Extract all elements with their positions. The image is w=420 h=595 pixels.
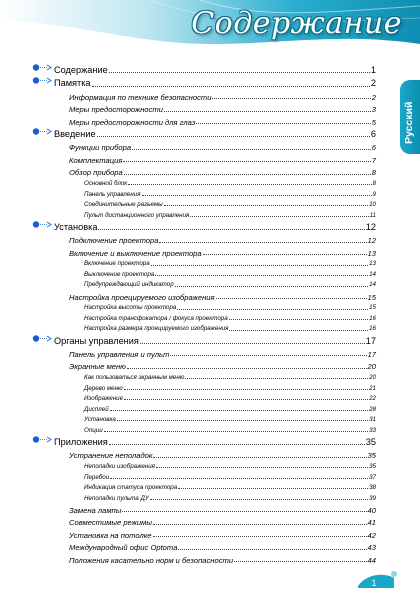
toc-entry-page-number: 14 [369,281,376,289]
toc-entry-title: Дисплей [84,405,109,413]
dot-leader [122,511,366,512]
toc-entry-level-3[interactable] [84,187,376,198]
toc-entry-level-2[interactable] [69,502,376,515]
toc-entry-page-number: 10 [369,201,376,209]
language-tab [400,80,420,154]
toc-entry-page-number: 17 [367,349,376,359]
dot-leader [156,467,368,468]
bullet-arrow-icon [32,76,52,85]
toc-entry-level-2[interactable] [69,139,376,152]
toc-entry-page-number: 31 [369,416,376,424]
dot-leader [128,184,371,185]
dot-leader [159,242,366,243]
toc-entry-page-number: 38 [369,484,376,492]
toc-entry-level-1[interactable] [54,333,376,346]
toc-entry-level-2[interactable] [69,539,376,552]
toc-entry-title: Положения касательно норм и безопасности [69,555,234,565]
toc-entry-level-2[interactable] [69,527,376,540]
dot-leader [124,174,371,175]
toc-entry-page-number: 15 [369,304,376,312]
toc-entry-page-number: 13 [369,260,376,268]
dot-leader [97,136,370,137]
toc-entry-title: Подключение проектора [69,236,159,246]
dot-leader [178,488,368,489]
toc-entry-page-number: 2 [371,92,376,102]
dot-leader [190,216,368,217]
dot-leader [153,457,366,458]
toc-entry-level-2[interactable] [69,346,376,359]
page-number: 1 [371,578,377,588]
toc-entry-level-3[interactable] [84,278,376,289]
dot-leader [109,444,365,445]
toc-entry-title: Неполадки пульта ДУ [84,494,149,502]
dot-leader [185,378,368,379]
toc-entry-page-number: 17 [365,335,376,346]
toc-entry-title: Как пользоваться экранным меню [84,374,185,382]
dot-leader [234,561,367,562]
toc-entry-level-3[interactable] [84,470,376,481]
toc-entry-page-number: 1 [370,65,376,76]
bullet-arrow-icon [32,63,52,72]
toc-entry-title: Основной блок [84,180,128,188]
toc-entry-page-number: 15 [367,292,376,302]
dot-leader [127,368,367,369]
toc-entry-title: Дерево меню [84,384,123,392]
bullet-arrow-icon [32,127,52,136]
toc-entry-level-3[interactable] [84,268,376,279]
toc-entry-title: Экранные меню [69,362,126,372]
bullet-arrow-icon [32,334,52,343]
toc-entry-page-number: 39 [369,494,376,502]
toc-entry-title: Настройка высоты проектора [84,304,177,312]
toc-entry-level-3[interactable] [84,322,376,333]
toc-entry-page-number: 35 [369,463,376,471]
toc-entry-title: Панель управления [84,190,141,198]
dot-leader [140,343,365,344]
toc-entry-level-3[interactable] [84,301,376,312]
toc-entry-level-3[interactable] [84,381,376,392]
toc-entry-title: Замена лампы [69,505,122,515]
bullet-arrow-icon [32,435,52,444]
page-title: Содержание [191,6,402,41]
toc-entry-page-number: 9 [372,190,376,198]
toc-entry-title: Обзор прибора [69,168,123,178]
toc-entry-level-2[interactable] [69,89,376,102]
toc-entry-title: Комплектация [69,155,123,165]
toc-entry-title: Настройка трансфокатора / фокуса проектора [84,314,228,322]
toc-entry-title: Соединительные разъемы [84,201,163,209]
toc-entry-level-2[interactable] [69,358,376,371]
toc-entry-title: Изображение [84,395,124,403]
dot-leader [164,111,371,112]
toc-entry-page-number: 41 [367,518,376,528]
toc-entry-page-number: 20 [369,374,376,382]
toc-entry-page-number: 14 [369,270,376,278]
toc-entry-page-number: 44 [367,555,376,565]
toc-entry-page-number: 37 [369,473,376,481]
dot-leader [123,161,370,162]
toc-entry-title: Меры предосторожности для глаз [69,117,196,127]
toc-entry-level-3[interactable] [84,312,376,323]
toc-entry-level-3[interactable] [84,198,376,209]
dot-leader [117,420,368,421]
toc-entry-title: Установка на потолке [69,530,152,540]
toc-entry-page-number: 42 [367,530,376,540]
dot-leader [110,410,368,411]
toc-entry-level-1[interactable] [54,219,376,232]
toc-entry-level-3[interactable] [84,177,376,188]
toc-entry-title: Меры предосторожности [69,105,163,114]
dot-leader [170,355,366,356]
toc-entry-title: Настройка размера проецируемого изображения [84,325,229,333]
page-number-badge [356,566,400,590]
dot-leader [164,205,368,206]
dot-leader [155,275,368,276]
toc-entry-level-2[interactable] [69,552,376,565]
toc-entry-title: Панель управления и пульт [69,349,170,359]
dot-leader [153,536,367,537]
toc-entry-page-number: 28 [369,405,376,413]
toc-entry-level-1[interactable] [54,126,376,139]
dot-leader [104,431,368,432]
dot-leader [109,72,370,73]
toc-entry-level-2[interactable] [69,447,376,460]
dot-leader [216,298,367,299]
toc-entry-page-number: 12 [365,221,376,232]
toc-entry-title: Пульт дистанционного управления [84,211,190,219]
toc-entry-title: Органы управления [54,335,139,346]
toc-entry-level-2[interactable] [69,114,376,127]
toc-entry-page-number: 21 [369,384,376,392]
toc-entry-title: Информация по технике безопасности [69,92,212,102]
toc-entry-title: Индикация статуса проектора [84,484,178,492]
dot-leader [110,478,368,479]
dot-leader [142,195,372,196]
dot-leader [132,149,371,150]
dot-leader [124,399,368,400]
toc-entry-level-3[interactable] [84,423,376,434]
toc-entry-title: Неполадки изображения [84,463,155,471]
toc-entry-page-number: 2 [370,78,376,89]
toc-entry-page-number: 35 [367,451,376,461]
toc-entry-level-3[interactable] [84,257,376,268]
toc-entry-level-1[interactable] [54,434,376,447]
dot-leader [229,319,368,320]
toc-entry-title: Установка [54,221,98,232]
toc-entry-page-number: 13 [367,248,376,258]
toc-entry-level-1[interactable] [54,75,376,88]
toc-entry-title: Настройка проецируемого изображения [69,292,215,302]
dot-leader [175,286,368,287]
toc-entry-level-2[interactable] [69,101,376,114]
toc-entry-page-number: 11 [369,211,376,219]
toc-entry-title: Установка [84,416,116,424]
toc-entry-title: Содержание [54,65,108,76]
toc-entry-title: Введение [54,129,96,140]
dot-leader [92,86,370,87]
toc-entry-level-3[interactable] [84,402,376,413]
dot-leader [153,524,367,525]
toc-entry-title: Предупреждающий индикатор [84,281,174,289]
dot-leader [178,549,366,550]
toc-entry-title: Выключение проектора [84,270,155,278]
toc-entry-level-3[interactable] [84,208,376,219]
dot-icon [391,571,397,577]
dot-leader [151,265,368,266]
toc-entry-title: Включение и выключение проектора [69,248,202,258]
toc-entry-level-2[interactable] [69,514,376,527]
toc-entry-level-3[interactable] [84,413,376,424]
toc-entry-page-number: 6 [371,143,376,153]
bullet-arrow-icon [32,220,52,229]
toc-entry-page-number: 40 [367,505,376,515]
toc-entry-title: Функции прибора [69,143,132,153]
toc-entry-page-number: 6 [370,129,376,140]
dot-leader [212,98,370,99]
dot-leader [98,229,364,230]
toc-entry-title: Устранение неполадок [69,451,153,461]
toc-entry-level-2[interactable] [69,289,376,302]
dot-leader [124,389,368,390]
toc-entry-level-3[interactable] [84,481,376,492]
toc-entry-page-number: 16 [369,314,376,322]
toc-entry-page-number: 22 [369,395,376,403]
language-tab-label: Русский [403,101,415,144]
toc-entry-title: Совместимые режимы [69,518,152,528]
toc-entry-page-number: 3 [371,105,376,114]
toc-entry-level-1[interactable] [54,62,376,75]
toc-entry-level-2[interactable] [69,232,376,245]
toc-entry-page-number: 33 [369,426,376,434]
toc-entry-level-3[interactable] [84,371,376,382]
toc-entry-level-2[interactable] [69,152,376,165]
dot-leader [196,123,371,124]
toc-entry-level-2[interactable] [69,245,376,258]
toc-entry-page-number: 12 [367,236,376,246]
toc-entry-page-number: 7 [371,155,376,165]
toc-entry-page-number: 16 [369,325,376,333]
toc-entry-level-2[interactable] [69,164,376,177]
toc-entry-level-3[interactable] [84,491,376,502]
toc-entry-page-number: 8 [372,180,376,188]
toc-entry-page-number: 35 [365,437,376,448]
toc-entry-title: Перебои [84,473,110,481]
toc-entry-level-3[interactable] [84,392,376,403]
toc-entry-title: Опции [84,426,103,434]
toc-entry-page-number: 5 [371,117,376,127]
toc-entry-page-number: 20 [367,362,376,372]
toc-entry-title: Памятка [54,78,91,89]
dot-leader [150,499,368,500]
toc-entry-title: Приложения [54,437,108,448]
header-band [0,0,420,56]
table-of-contents [32,62,376,564]
toc-entry-page-number: 8 [371,168,376,178]
toc-entry-title: Включение проектора [84,260,150,268]
dot-leader [203,254,367,255]
toc-entry-page-number: 43 [367,543,376,553]
dot-leader [177,309,368,310]
toc-entry-title: Международный офис Optoma [69,543,178,553]
toc-entry-level-3[interactable] [84,460,376,471]
dot-leader [229,330,368,331]
